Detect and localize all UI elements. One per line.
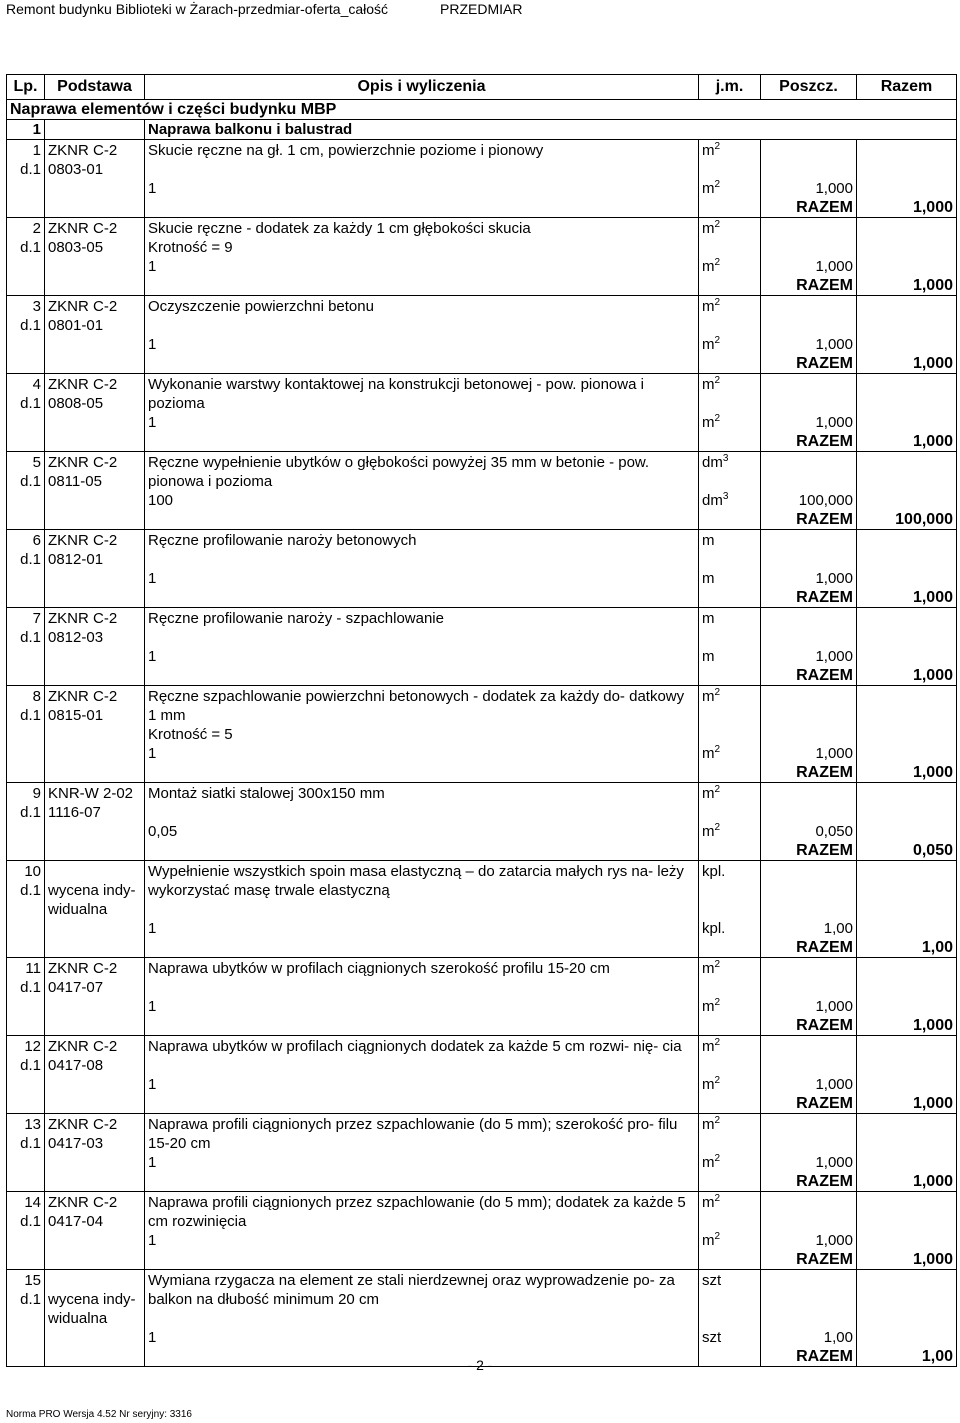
calc-unit: szt (699, 1328, 761, 1347)
position-lp (7, 140, 45, 180)
position-unit: m (699, 530, 761, 570)
position-basis: wycena indy- widualna (45, 861, 145, 920)
col-lp: Lp. (7, 75, 45, 100)
lp-number: 11 (25, 960, 41, 977)
position-basis: ZKNR C-2 0417-03 (45, 1114, 145, 1154)
section-row (7, 100, 957, 120)
calc-quantity: 1 (145, 1075, 699, 1094)
position-description: Naprawa profili ciągnionych przez szpachlowanie (do 5 mm); dodatek za każde 5 cm rozwinięcia (145, 1192, 699, 1232)
position-description: Wymiana rzygacza na element ze stali nierdzewnej oraz wyprowadzenie po- za balkon na dłubość minimum 20 cm (145, 1270, 699, 1329)
section-title: Naprawa elementów i części budynku MBP (7, 100, 957, 120)
position-basis: ZKNR C-2 0803-01 (45, 140, 145, 180)
position-unit: $m^2$ (699, 296, 761, 336)
position-row (7, 958, 957, 998)
position-row (7, 861, 957, 920)
calc-poszcz: 1,000 (761, 179, 857, 198)
razem-value: 1,000 (857, 276, 957, 296)
position-lp (7, 861, 45, 920)
position-description: Wykonanie warstwy kontaktowej na konstrukcji betonowej - pow. pionowa i pozioma (145, 374, 699, 414)
razem-value: 1,000 (857, 1094, 957, 1114)
calc-quantity: 1 (145, 257, 699, 276)
position-unit: m (699, 608, 761, 648)
position-row (7, 530, 957, 570)
position-row (7, 374, 957, 414)
position-lp (7, 1114, 45, 1154)
position-basis: ZKNR C-2 0801-01 (45, 296, 145, 336)
calc-quantity: 1 (145, 919, 699, 938)
razem-value: 1,000 (857, 763, 957, 783)
estimate-table (6, 74, 957, 1367)
lp-number: 12 (24, 1038, 41, 1055)
position-description: Wypełnienie wszystkich spoin masa elastyczną – do zatarcia małych rys na- leży wykorzystać masę trwale elastyczną (145, 861, 699, 920)
position-lp (7, 1270, 45, 1329)
lp-detail: d.1 (20, 882, 41, 899)
col-podstawa: Podstawa (45, 75, 145, 100)
position-unit: $m^2$ (699, 1036, 761, 1076)
position-unit: kpl. (699, 861, 761, 920)
page-header (0, 0, 960, 22)
software-version: Norma PRO Wersja 4.52 Nr seryjny: 3316 (6, 1409, 192, 1420)
position-basis: ZKNR C-2 0417-07 (45, 958, 145, 998)
lp-detail: d.1 (20, 395, 41, 412)
sum-row (7, 841, 957, 861)
calc-row (7, 822, 957, 841)
position-lp (7, 1036, 45, 1076)
position-lp (7, 1192, 45, 1232)
lp-number: 8 (32, 688, 41, 705)
razem-label: RAZEM (761, 1347, 857, 1367)
lp-number: 10 (24, 863, 41, 880)
position-lp (7, 686, 45, 745)
calc-quantity: 1 (145, 1328, 699, 1347)
position-lp (7, 374, 45, 414)
razem-label: RAZEM (761, 588, 857, 608)
position-description: Ręczne wypełnienie ubytków o głębokości powyżej 35 mm w betonie - pow. pionowa i pozioma (145, 452, 699, 492)
calc-row (7, 179, 957, 198)
lp-number: 9 (32, 785, 41, 802)
position-unit: $m^2$ (699, 374, 761, 414)
calc-quantity: 1 (145, 569, 699, 588)
razem-label: RAZEM (761, 1094, 857, 1114)
calc-unit: $m^2$ (699, 822, 761, 841)
position-basis: ZKNR C-2 0815-01 (45, 686, 145, 745)
razem-label: RAZEM (761, 276, 857, 296)
razem-value: 1,000 (857, 1250, 957, 1270)
position-lp (7, 218, 45, 258)
calc-row (7, 1153, 957, 1172)
position-lp (7, 783, 45, 823)
calc-row (7, 997, 957, 1016)
col-poszcz: Poszcz. (761, 75, 857, 100)
calc-unit: $m^2$ (699, 744, 761, 763)
page-number: - 2 - (467, 1357, 493, 1373)
sum-row (7, 354, 957, 374)
razem-label: RAZEM (761, 198, 857, 218)
calc-quantity: 1 (145, 335, 699, 354)
calc-quantity: 1 (145, 1153, 699, 1172)
position-description: Naprawa ubytków w profilach ciągnionych dodatek za każde 5 cm rozwi- nię- cia (145, 1036, 699, 1076)
razem-label: RAZEM (761, 763, 857, 783)
razem-value: 1,00 (857, 938, 957, 958)
position-description: Oczyszczenie powierzchni betonu (145, 296, 699, 336)
calc-quantity: 1 (145, 413, 699, 432)
lp-detail: d.1 (20, 707, 41, 724)
calc-quantity: 1 (145, 997, 699, 1016)
calc-row (7, 1075, 957, 1094)
calc-quantity: 1 (145, 179, 699, 198)
lp-number: 3 (32, 298, 41, 315)
calc-row (7, 569, 957, 588)
sum-row (7, 432, 957, 452)
position-row (7, 452, 957, 492)
position-row (7, 608, 957, 648)
calc-unit: $m^2$ (699, 179, 761, 198)
sum-row (7, 1172, 957, 1192)
calc-quantity: 1 (145, 744, 699, 763)
razem-value: 1,000 (857, 666, 957, 686)
position-basis: ZKNR C-2 0417-08 (45, 1036, 145, 1076)
calc-unit: $m^2$ (699, 413, 761, 432)
calc-poszcz: 1,000 (761, 744, 857, 763)
position-description: Ręczne profilowanie naroży betonowych (145, 530, 699, 570)
position-lp (7, 530, 45, 570)
position-row (7, 218, 957, 258)
lp-detail: d.1 (20, 629, 41, 646)
calc-poszcz: 1,000 (761, 997, 857, 1016)
position-description: Ręczne szpachlowanie powierzchni betonowych - dodatek za każdy do- datkowy 1 mm Krotność = 5 (145, 686, 699, 745)
position-basis: wycena indy- widualna (45, 1270, 145, 1329)
razem-label: RAZEM (761, 841, 857, 861)
col-razem: Razem (857, 75, 957, 100)
razem-value: 1,000 (857, 588, 957, 608)
calc-poszcz: 1,000 (761, 647, 857, 666)
lp-number: 14 (24, 1194, 41, 1211)
razem-value: 1,00 (857, 1347, 957, 1367)
position-lp (7, 452, 45, 492)
position-lp (7, 608, 45, 648)
calc-quantity: 100 (145, 491, 699, 510)
razem-label: RAZEM (761, 1172, 857, 1192)
calc-poszcz: 1,000 (761, 335, 857, 354)
position-row (7, 1114, 957, 1154)
calc-poszcz: 1,000 (761, 569, 857, 588)
position-basis: ZKNR C-2 0811-05 (45, 452, 145, 492)
calc-row (7, 257, 957, 276)
sum-row (7, 588, 957, 608)
sum-row (7, 1016, 957, 1036)
razem-value: 1,000 (857, 432, 957, 452)
calc-row (7, 413, 957, 432)
calc-poszcz: 1,00 (761, 1328, 857, 1347)
sum-row (7, 510, 957, 530)
lp-number: 7 (32, 610, 41, 627)
position-row (7, 686, 957, 745)
position-description: Skucie ręczne - dodatek za każdy 1 cm głębokości skucia Krotność = 9 (145, 218, 699, 258)
calc-unit: $m^2$ (699, 257, 761, 276)
position-basis: ZKNR C-2 0803-05 (45, 218, 145, 258)
subsection-title: Naprawa balkonu i balustrad (145, 120, 957, 140)
razem-value: 1,000 (857, 354, 957, 374)
lp-detail: d.1 (20, 551, 41, 568)
table-header-row (7, 75, 957, 100)
position-basis: ZKNR C-2 0812-03 (45, 608, 145, 648)
col-jm: j.m. (699, 75, 761, 100)
position-row (7, 296, 957, 336)
lp-detail: d.1 (20, 1057, 41, 1074)
position-unit: $m^2$ (699, 1114, 761, 1154)
subsection-lp: 1 (7, 120, 45, 140)
calc-unit: m (699, 569, 761, 588)
razem-value: 1,000 (857, 1172, 957, 1192)
calc-unit: $m^2$ (699, 997, 761, 1016)
lp-number: 15 (24, 1272, 41, 1289)
position-unit: $m^2$ (699, 218, 761, 258)
lp-number: 13 (24, 1116, 41, 1133)
calc-poszcz: 1,000 (761, 1075, 857, 1094)
calc-poszcz: 0,050 (761, 822, 857, 841)
lp-detail: d.1 (20, 473, 41, 490)
sum-row (7, 198, 957, 218)
calc-quantity: 1 (145, 1231, 699, 1250)
position-row (7, 140, 957, 180)
razem-label: RAZEM (761, 432, 857, 452)
calc-row (7, 335, 957, 354)
position-description: Skucie ręczne na gł. 1 cm, powierzchnie poziome i pionowy (145, 140, 699, 180)
calc-unit: $m^2$ (699, 1075, 761, 1094)
calc-row (7, 919, 957, 938)
sum-row (7, 1094, 957, 1114)
position-description: Naprawa profili ciągnionych przez szpachlowanie (do 5 mm); szerokość pro- filu 15-20 cm (145, 1114, 699, 1154)
sum-row (7, 1250, 957, 1270)
razem-value: 1,000 (857, 198, 957, 218)
calc-row (7, 1231, 957, 1250)
position-unit: $m^2$ (699, 140, 761, 180)
calc-unit: $m^2$ (699, 1231, 761, 1250)
calc-row (7, 647, 957, 666)
sum-row (7, 938, 957, 958)
col-opis: Opis i wyliczenia (145, 75, 699, 100)
calc-quantity: 0,05 (145, 822, 699, 841)
lp-number: 1 (32, 142, 41, 159)
position-unit: szt (699, 1270, 761, 1329)
lp-detail: d.1 (20, 161, 41, 178)
position-unit: $m^2$ (699, 686, 761, 745)
document-title: Remont budynku Biblioteki w Żarach-przedmiar-oferta_całość (6, 1, 389, 17)
razem-label: RAZEM (761, 938, 857, 958)
sum-row (7, 763, 957, 783)
calc-unit: $dm^3$ (699, 491, 761, 510)
position-row (7, 783, 957, 823)
calc-unit: $m^2$ (699, 1153, 761, 1172)
subsection-row (7, 120, 957, 140)
position-unit: $dm^3$ (699, 452, 761, 492)
calc-poszcz: 1,000 (761, 1153, 857, 1172)
calc-poszcz: 1,000 (761, 1231, 857, 1250)
razem-label: RAZEM (761, 510, 857, 530)
calc-poszcz: 1,00 (761, 919, 857, 938)
razem-label: RAZEM (761, 666, 857, 686)
position-description: Ręczne profilowanie naroży - szpachlowanie (145, 608, 699, 648)
calc-poszcz: 100,000 (761, 491, 857, 510)
calc-row (7, 744, 957, 763)
lp-detail: d.1 (20, 239, 41, 256)
lp-detail: d.1 (20, 1135, 41, 1152)
lp-number: 4 (32, 376, 41, 393)
razem-label: RAZEM (761, 1250, 857, 1270)
position-lp (7, 296, 45, 336)
lp-number: 5 (32, 454, 41, 471)
lp-detail: d.1 (20, 804, 41, 821)
position-basis: ZKNR C-2 0808-05 (45, 374, 145, 414)
document-type: PRZEDMIAR (440, 1, 523, 17)
position-unit: $m^2$ (699, 1192, 761, 1232)
position-row (7, 1270, 957, 1329)
position-unit: $m^2$ (699, 783, 761, 823)
razem-label: RAZEM (761, 1016, 857, 1036)
calc-row (7, 1328, 957, 1347)
position-row (7, 1192, 957, 1232)
lp-detail: d.1 (20, 979, 41, 996)
calc-unit: m (699, 647, 761, 666)
position-description: Naprawa ubytków w profilach ciągnionych szerokość profilu 15-20 cm (145, 958, 699, 998)
razem-value: 1,000 (857, 1016, 957, 1036)
razem-value: 0,050 (857, 841, 957, 861)
position-basis: ZKNR C-2 0417-04 (45, 1192, 145, 1232)
razem-value: 100,000 (857, 510, 957, 530)
lp-detail: d.1 (20, 1213, 41, 1230)
lp-detail: d.1 (20, 1291, 41, 1308)
position-description: Montaż siatki stalowej 300x150 mm (145, 783, 699, 823)
position-row (7, 1036, 957, 1076)
lp-number: 6 (32, 532, 41, 549)
position-basis: KNR-W 2-02 1116-07 (45, 783, 145, 823)
razem-label: RAZEM (761, 354, 857, 374)
position-basis: ZKNR C-2 0812-01 (45, 530, 145, 570)
calc-unit: $m^2$ (699, 335, 761, 354)
lp-detail: d.1 (20, 317, 41, 334)
sum-row (7, 666, 957, 686)
calc-quantity: 1 (145, 647, 699, 666)
calc-unit: kpl. (699, 919, 761, 938)
position-lp (7, 958, 45, 998)
calc-poszcz: 1,000 (761, 257, 857, 276)
calc-poszcz: 1,000 (761, 413, 857, 432)
sum-row (7, 276, 957, 296)
lp-number: 2 (32, 220, 41, 237)
position-unit: $m^2$ (699, 958, 761, 998)
calc-row (7, 491, 957, 510)
